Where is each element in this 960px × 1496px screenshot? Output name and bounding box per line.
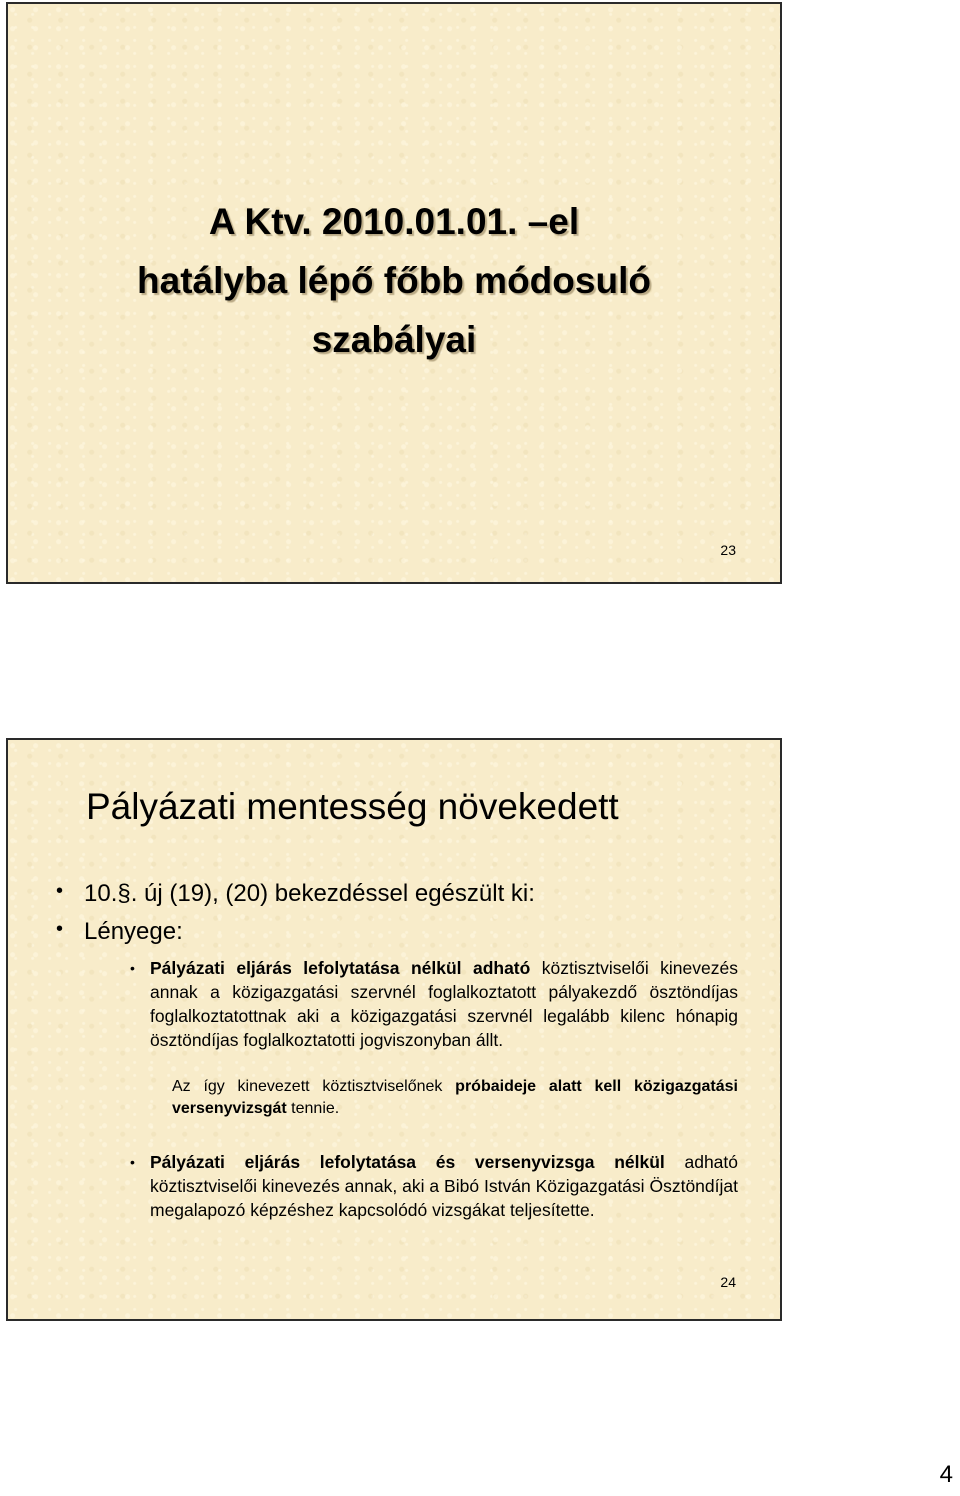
slide-page-number: 24 [720, 1274, 736, 1290]
note-text-post: tennie. [286, 1100, 340, 1117]
document-page-number: 4 [939, 1461, 953, 1488]
sub-bullet-text: adható köztisztviselői kinevezés annak, aki a Bibó István Közigazgatási Ösztöndíjat megalapozó képzéshez kapcsolódó vizsgákat teljesítette. [150, 1152, 739, 1220]
sub-bullet-item [130, 1150, 739, 1222]
bullet-text: 10.§. új (19), (20) bekezdéssel egészült ki: [84, 880, 535, 907]
sub-bullet-text: köztisztviselői kinevezés annak a közigazgatási szervnél foglalkoztatott pályakezdő ösztöndíjas foglalkoztatottnak aki a közigazgatási szervnél legalább kilenc hónapig ösztöndíjas foglalkoztatotti jogviszonyban állt. [150, 958, 738, 1050]
title-line-3: szabályai [311, 319, 477, 360]
slide-title [8, 192, 780, 369]
sub-bullet-bold: Pályázati eljárás lefolytatása nélkül adható [150, 958, 531, 978]
bullet-item [56, 918, 183, 946]
note-text-bold: próbaideje alatt kell közigazgatási versenyvizsgát [172, 1078, 738, 1117]
title-line-2: hatályba lépő főbb módosuló [137, 260, 651, 301]
slide-23 [6, 2, 782, 584]
note-paragraph [172, 1076, 738, 1120]
bullet-item [56, 880, 535, 908]
note-text-pre: Az így kinevezett köztisztviselőnek [172, 1078, 456, 1095]
bullet-icon: • [130, 1154, 135, 1170]
bullet-icon: • [130, 960, 135, 976]
bullet-text: Lényege: [84, 918, 183, 945]
sub-bullet-bold: Pályázati eljárás lefolytatása és versenyvizsga nélkül [150, 1152, 665, 1172]
slide-24 [6, 738, 782, 1321]
slide-page-number: 23 [720, 542, 736, 558]
bullet-icon: • [56, 918, 64, 940]
sub-bullet-item [130, 956, 738, 1052]
title-line-1: A Ktv. 2010.01.01. –el [208, 201, 580, 242]
bullet-icon: • [56, 880, 64, 902]
slide-title: Pályázati mentesség növekedett [86, 786, 619, 827]
